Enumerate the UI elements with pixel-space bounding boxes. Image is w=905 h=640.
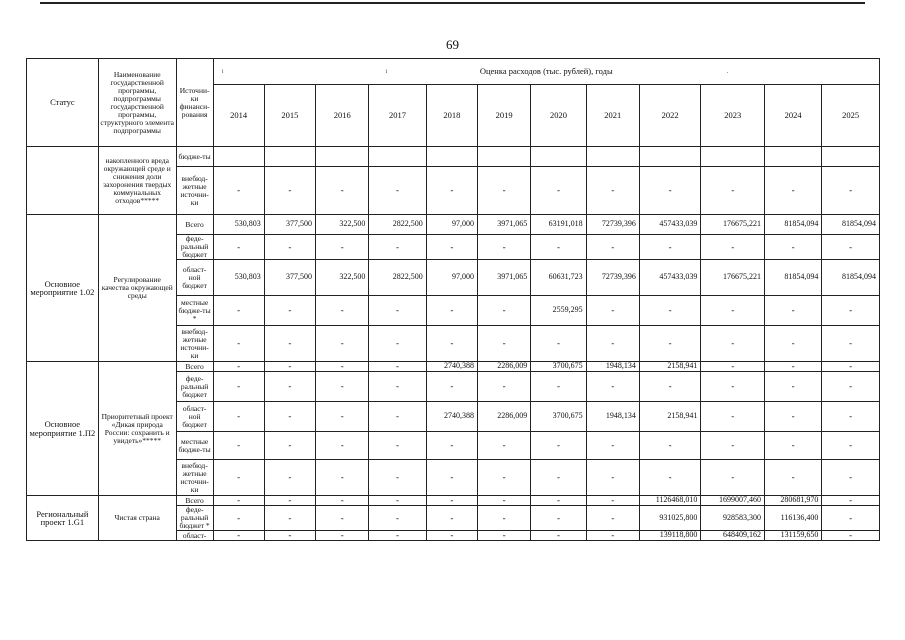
value-cell: -: [369, 167, 426, 215]
year-header: 2024: [764, 85, 821, 147]
value-cell: -: [639, 460, 701, 496]
value-cell: 97,000: [426, 260, 477, 296]
value-cell: 2158,941: [639, 402, 701, 432]
value-cell: -: [213, 235, 264, 260]
value-cell: -: [822, 531, 880, 541]
value-cell: 81854,094: [764, 215, 821, 235]
value-cell: -: [316, 362, 369, 372]
value-cell: -: [531, 326, 586, 362]
table-row: [27, 496, 880, 506]
value-cell: -: [213, 326, 264, 362]
value-cell: -: [369, 372, 426, 402]
value-cell: -: [426, 506, 477, 531]
value-cell: -: [639, 235, 701, 260]
value-cell: -: [426, 296, 477, 326]
value-cell: -: [213, 167, 264, 215]
value-cell: 1948,134: [586, 402, 639, 432]
value-cell: 176675,221: [701, 260, 765, 296]
value-cell: -: [213, 432, 264, 460]
value-cell: 81854,094: [822, 215, 880, 235]
source-cell: Всего: [176, 362, 213, 372]
header-name: Наименование государственной программы, подпрограммы государственной программы, структурного элемента подпрограммы: [98, 59, 176, 147]
value-cell: -: [764, 460, 821, 496]
value-cell: -: [213, 460, 264, 496]
value-cell: -: [701, 362, 765, 372]
value-cell: -: [586, 460, 639, 496]
value-cell: 2286,009: [477, 402, 530, 432]
value-cell: -: [477, 531, 530, 541]
value-cell: -: [213, 296, 264, 326]
value-cell: -: [316, 402, 369, 432]
value-cell: -: [822, 372, 880, 402]
source-cell: внебюд-жетные источни-ки: [176, 167, 213, 215]
value-cell: -: [426, 235, 477, 260]
status-cell: Основное мероприятие 1.02: [27, 215, 99, 362]
value-cell: -: [822, 460, 880, 496]
value-cell: -: [531, 496, 586, 506]
value-cell: 81854,094: [764, 260, 821, 296]
value-cell: 97,000: [426, 215, 477, 235]
table-row: [27, 215, 880, 235]
year-header: 2016: [316, 85, 369, 147]
value-cell: 72739,396: [586, 260, 639, 296]
value-cell: -: [369, 496, 426, 506]
value-cell: -: [316, 167, 369, 215]
value-cell: 928583,300: [701, 506, 765, 531]
value-cell: 139118,800: [639, 531, 701, 541]
value-cell: -: [316, 460, 369, 496]
value-cell: -: [369, 362, 426, 372]
value-cell: [477, 147, 530, 167]
value-cell: -: [701, 372, 765, 402]
value-cell: [316, 147, 369, 167]
year-header: 2021: [586, 85, 639, 147]
year-header: 2015: [264, 85, 315, 147]
value-cell: -: [639, 167, 701, 215]
value-cell: -: [477, 167, 530, 215]
value-cell: -: [639, 296, 701, 326]
value-cell: -: [764, 296, 821, 326]
value-cell: -: [213, 402, 264, 432]
scan-mark: ı: [385, 67, 388, 75]
scan-mark: .: [726, 67, 729, 75]
value-cell: -: [264, 531, 315, 541]
value-cell: -: [586, 235, 639, 260]
value-cell: -: [426, 326, 477, 362]
value-cell: -: [369, 460, 426, 496]
value-cell: -: [639, 372, 701, 402]
value-cell: -: [701, 296, 765, 326]
year-header: 2022: [639, 85, 701, 147]
value-cell: -: [764, 167, 821, 215]
value-cell: -: [822, 506, 880, 531]
table-row: [27, 362, 880, 372]
value-cell: 322,500: [316, 260, 369, 296]
value-cell: -: [369, 402, 426, 432]
value-cell: [822, 147, 880, 167]
value-cell: -: [264, 372, 315, 402]
value-cell: 2158,941: [639, 362, 701, 372]
status-cell: Региональный проект 1.G1: [27, 496, 99, 541]
value-cell: [639, 147, 701, 167]
element-name-cell: Регулирование качества окружающей среды: [98, 215, 176, 362]
value-cell: -: [639, 432, 701, 460]
value-cell: 81854,094: [822, 260, 880, 296]
header-source: Источни-ки финанси-рования: [176, 59, 213, 147]
element-name-cell: накопленного вреда окружающей среде и снижения доли захоронения твердых коммунальных отходов*****: [98, 147, 176, 215]
value-cell: -: [822, 296, 880, 326]
value-cell: -: [369, 235, 426, 260]
value-cell: -: [639, 326, 701, 362]
value-cell: -: [477, 460, 530, 496]
status-cell: Основное мероприятие 1.П2: [27, 362, 99, 496]
value-cell: 3971,065: [477, 260, 530, 296]
value-cell: 131159,650: [764, 531, 821, 541]
value-cell: -: [213, 506, 264, 531]
header-estimate-label: Оценка расходов (тыс. рублей), годы: [479, 65, 613, 76]
value-cell: -: [316, 326, 369, 362]
value-cell: -: [316, 235, 369, 260]
value-cell: 3700,675: [531, 402, 586, 432]
value-cell: -: [369, 506, 426, 531]
value-cell: -: [369, 531, 426, 541]
value-cell: -: [531, 460, 586, 496]
year-header: 2017: [369, 85, 426, 147]
value-cell: -: [586, 496, 639, 506]
value-cell: -: [701, 326, 765, 362]
value-cell: [531, 147, 586, 167]
budget-table: [26, 58, 880, 541]
value-cell: -: [426, 167, 477, 215]
value-cell: -: [477, 372, 530, 402]
value-cell: -: [764, 432, 821, 460]
value-cell: -: [822, 402, 880, 432]
value-cell: -: [531, 372, 586, 402]
value-cell: 176675,221: [701, 215, 765, 235]
value-cell: -: [316, 496, 369, 506]
value-cell: -: [264, 506, 315, 531]
value-cell: -: [316, 296, 369, 326]
value-cell: [213, 147, 264, 167]
value-cell: 2740,388: [426, 362, 477, 372]
value-cell: -: [264, 460, 315, 496]
value-cell: -: [426, 432, 477, 460]
source-cell: внебюд-жетные источни-ки: [176, 460, 213, 496]
value-cell: [701, 147, 765, 167]
value-cell: -: [213, 372, 264, 402]
value-cell: 457433,039: [639, 215, 701, 235]
header-status: Статус: [27, 59, 99, 147]
page-number: 69: [446, 37, 459, 52]
value-cell: [369, 147, 426, 167]
value-cell: -: [701, 432, 765, 460]
value-cell: -: [822, 235, 880, 260]
value-cell: -: [477, 496, 530, 506]
value-cell: -: [586, 531, 639, 541]
source-cell: Всего: [176, 496, 213, 506]
value-cell: 63191,018: [531, 215, 586, 235]
year-header: 2018: [426, 85, 477, 147]
source-cell: област-ной бюджет: [176, 260, 213, 296]
value-cell: 530,803: [213, 215, 264, 235]
year-header: 2025: [822, 85, 880, 147]
value-cell: -: [316, 506, 369, 531]
value-cell: 457433,039: [639, 260, 701, 296]
value-cell: -: [213, 496, 264, 506]
value-cell: -: [586, 326, 639, 362]
value-cell: -: [822, 496, 880, 506]
value-cell: [426, 147, 477, 167]
value-cell: -: [264, 167, 315, 215]
value-cell: -: [764, 372, 821, 402]
value-cell: 322,500: [316, 215, 369, 235]
source-cell: местные бюдже-ты *: [176, 296, 213, 326]
source-cell: местные бюдже-ты: [176, 432, 213, 460]
value-cell: -: [213, 362, 264, 372]
value-cell: 60631,723: [531, 260, 586, 296]
value-cell: -: [477, 326, 530, 362]
value-cell: 280681,970: [764, 496, 821, 506]
value-cell: -: [477, 235, 530, 260]
value-cell: 1126468,010: [639, 496, 701, 506]
year-header: 2014: [213, 85, 264, 147]
year-header: 2019: [477, 85, 530, 147]
value-cell: -: [213, 531, 264, 541]
value-cell: 931025,800: [639, 506, 701, 531]
value-cell: -: [316, 432, 369, 460]
scan-mark: ι: [221, 67, 224, 75]
value-cell: -: [701, 235, 765, 260]
value-cell: -: [586, 432, 639, 460]
value-cell: -: [316, 372, 369, 402]
value-cell: 3971,065: [477, 215, 530, 235]
value-cell: -: [369, 296, 426, 326]
scan-edge-line: [40, 2, 865, 4]
value-cell: 1948,134: [586, 362, 639, 372]
value-cell: -: [764, 402, 821, 432]
status-cell: [27, 147, 99, 215]
value-cell: -: [586, 167, 639, 215]
value-cell: -: [764, 362, 821, 372]
value-cell: -: [701, 402, 765, 432]
value-cell: -: [822, 432, 880, 460]
value-cell: -: [586, 372, 639, 402]
value-cell: -: [764, 326, 821, 362]
value-cell: -: [586, 506, 639, 531]
value-cell: [764, 147, 821, 167]
value-cell: [264, 147, 315, 167]
source-cell: внебюд-жетные источни-ки: [176, 326, 213, 362]
source-cell: феде-ральный бюджет: [176, 235, 213, 260]
year-header: 2023: [701, 85, 765, 147]
source-cell: феде-ральный бюджет *: [176, 506, 213, 531]
value-cell: -: [264, 402, 315, 432]
source-cell: област-: [176, 531, 213, 541]
value-cell: -: [369, 432, 426, 460]
source-cell: феде-ральный бюджет: [176, 372, 213, 402]
value-cell: 377,500: [264, 260, 315, 296]
value-cell: -: [531, 235, 586, 260]
value-cell: -: [264, 362, 315, 372]
value-cell: -: [822, 326, 880, 362]
year-header: 2020: [531, 85, 586, 147]
value-cell: 2286,009: [477, 362, 530, 372]
value-cell: 2740,388: [426, 402, 477, 432]
value-cell: -: [264, 235, 315, 260]
table-row: [27, 147, 880, 167]
value-cell: 648409,162: [701, 531, 765, 541]
source-cell: Всего: [176, 215, 213, 235]
value-cell: 1699007,460: [701, 496, 765, 506]
value-cell: -: [701, 167, 765, 215]
value-cell: 116136,400: [764, 506, 821, 531]
value-cell: 377,500: [264, 215, 315, 235]
value-cell: -: [822, 167, 880, 215]
value-cell: 530,803: [213, 260, 264, 296]
value-cell: -: [426, 372, 477, 402]
value-cell: -: [477, 296, 530, 326]
value-cell: [586, 147, 639, 167]
value-cell: 2559,295: [531, 296, 586, 326]
value-cell: -: [264, 496, 315, 506]
value-cell: -: [264, 296, 315, 326]
element-name-cell: Чистая страна: [98, 496, 176, 541]
value-cell: 2822,500: [369, 215, 426, 235]
value-cell: 72739,396: [586, 215, 639, 235]
value-cell: 3700,675: [531, 362, 586, 372]
element-name-cell: Приоритетный проект «Дикая природа России: сохранить и увидеть»*****: [98, 362, 176, 496]
value-cell: -: [531, 506, 586, 531]
value-cell: -: [586, 296, 639, 326]
value-cell: -: [316, 531, 369, 541]
value-cell: -: [531, 167, 586, 215]
header-estimate: [213, 59, 879, 85]
value-cell: -: [531, 531, 586, 541]
header-row: [27, 59, 880, 85]
value-cell: -: [264, 326, 315, 362]
value-cell: -: [701, 460, 765, 496]
value-cell: -: [426, 496, 477, 506]
value-cell: -: [369, 326, 426, 362]
value-cell: -: [264, 432, 315, 460]
value-cell: -: [477, 506, 530, 531]
value-cell: -: [531, 432, 586, 460]
source-cell: бюдже-ты: [176, 147, 213, 167]
source-cell: област-ной бюджет: [176, 402, 213, 432]
value-cell: -: [764, 235, 821, 260]
value-cell: -: [822, 362, 880, 372]
value-cell: -: [426, 460, 477, 496]
value-cell: -: [477, 432, 530, 460]
value-cell: -: [426, 531, 477, 541]
value-cell: 2822,500: [369, 260, 426, 296]
